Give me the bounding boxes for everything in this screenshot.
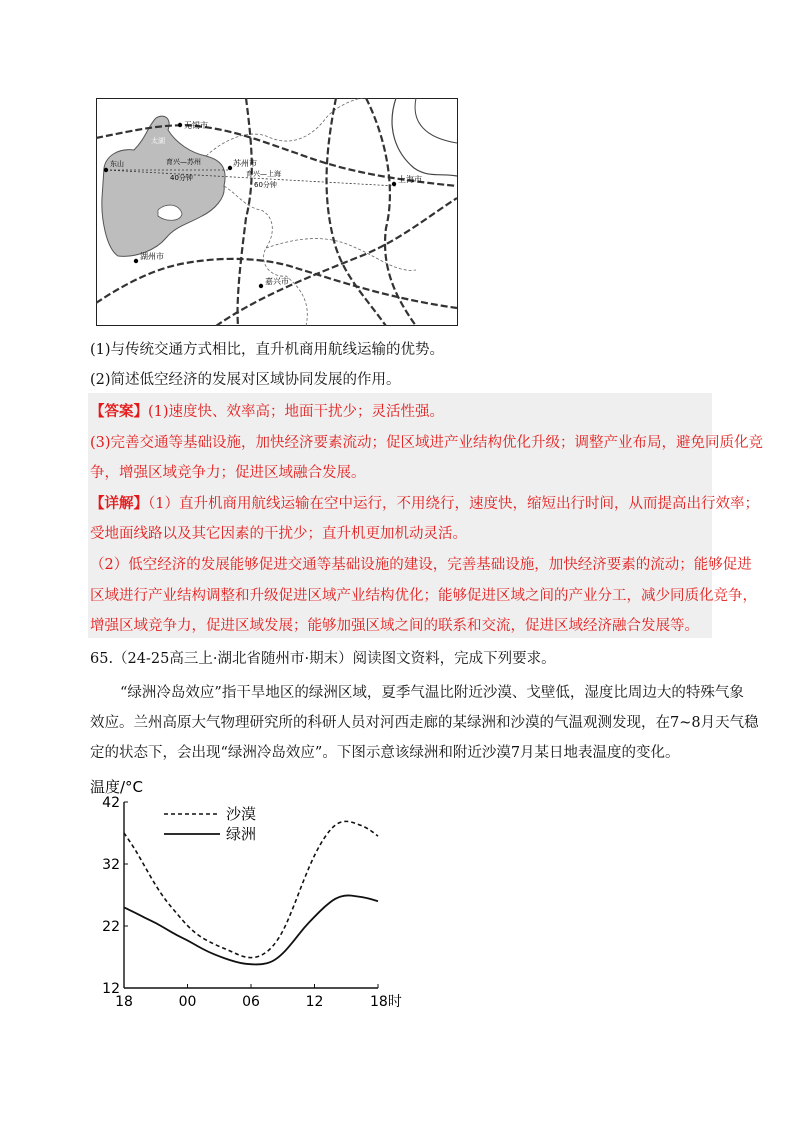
series-oasis-line <box>124 895 378 964</box>
detail-line-2: 受地面线路以及其它因素的干扰少；直升机更加机动灵活。 <box>90 526 467 542</box>
x-tick-label: 18 <box>115 994 133 1010</box>
question-1: (1)与传统交通方式相比，直升机商用航线运输的优势。 <box>90 342 445 358</box>
label-shanghai: 上海市 <box>398 175 422 184</box>
detail-line-4: 区域进行产业结构调整和升级促进区域产业结构优化；能够促进区域之间的产业分工，减少同质化竞争， <box>90 588 757 604</box>
legend-desert-label: 沙漠 <box>226 805 257 823</box>
answer-line-3: 争，增强区域竞争力；促进区域融合发展。 <box>90 465 366 481</box>
answer-line-2: (3)完善交通等基础设施，加快经济要素流动；促区域进产业结构优化升级；调整产业布局，避免同质化竞 <box>90 435 764 451</box>
question-2: (2)简述低空经济的发展对区域协同发展的作用。 <box>90 372 401 388</box>
detail-line-5: 增强区域竞争力，促进区域发展；能够加强区域之间的联系和交流，促进区域经济融合发展等。 <box>90 618 699 634</box>
detail-line-1 <box>90 494 759 514</box>
label-origin: 东山 <box>110 160 124 168</box>
label-lake: 太湖 <box>151 137 165 145</box>
label-route2-time: 60分钟 <box>254 181 277 189</box>
detail-line-3: （2）低空经济的发展能够促进交通等基础设施的建设，完善基础设施，加快经济要素的流动；能够促进 <box>90 557 752 573</box>
detail-tag: 【详解】 <box>90 495 148 512</box>
temperature-chart <box>80 772 420 1012</box>
label-wuxi: 无锡市 <box>184 121 208 130</box>
x-tick-label: 06 <box>242 994 260 1010</box>
q65-paragraph-3: 定的状态下，会出现“绿洲冷岛效应”。下图示意该绿洲和附近沙漠7月某日地表温度的变化。 <box>90 745 680 761</box>
label-suzhou: 苏州市 <box>233 159 257 168</box>
label-huzhou: 湖州市 <box>140 252 164 261</box>
label-route2: 育兴—上海 <box>246 170 281 178</box>
y-tick-label: 12 <box>102 981 120 997</box>
answer-tag: 【答案】 <box>90 403 148 420</box>
answer-line-1 <box>90 402 444 422</box>
map-figure <box>96 98 458 326</box>
y-tick-label: 22 <box>102 919 120 935</box>
q65-header: 65.（24-25高三上·湖北省随州市·期末）阅读图文资料，完成下列要求。 <box>90 651 556 667</box>
x-tick-label: 00 <box>178 994 197 1010</box>
label-route1-time: 40分钟 <box>170 174 193 182</box>
q65-paragraph-1: “绿洲冷岛效应”指干旱地区的绿洲区域，夏季气温比附近沙漠、戈壁低，湿度比周边大的特殊气象 <box>120 685 744 701</box>
chart-ylabel: 温度/°C <box>90 778 144 796</box>
x-tick-label: 18时 <box>370 994 402 1010</box>
q65-paragraph-2: 效应。兰州高原大气物理研究所的科研人员对河西走廊的某绿洲和沙漠的气温观测发现，在7~8月天气稳 <box>90 715 759 731</box>
label-jiaxing: 嘉兴市 <box>265 277 289 286</box>
label-route1: 育兴—苏州 <box>166 158 201 166</box>
legend-oasis-label: 绿洲 <box>226 825 257 843</box>
y-tick-label: 32 <box>102 857 120 873</box>
x-tick-label: 12 <box>305 994 324 1010</box>
y-tick-label: 42 <box>102 795 120 811</box>
detail-text-1: （1）直升机商用航线运输在空中运行，不用绕行，速度快，缩短出行时间，从而提高出行效率； <box>148 496 759 512</box>
answer-text-1: (1)速度快、效率高；地面干扰少；灵活性强。 <box>148 404 445 420</box>
